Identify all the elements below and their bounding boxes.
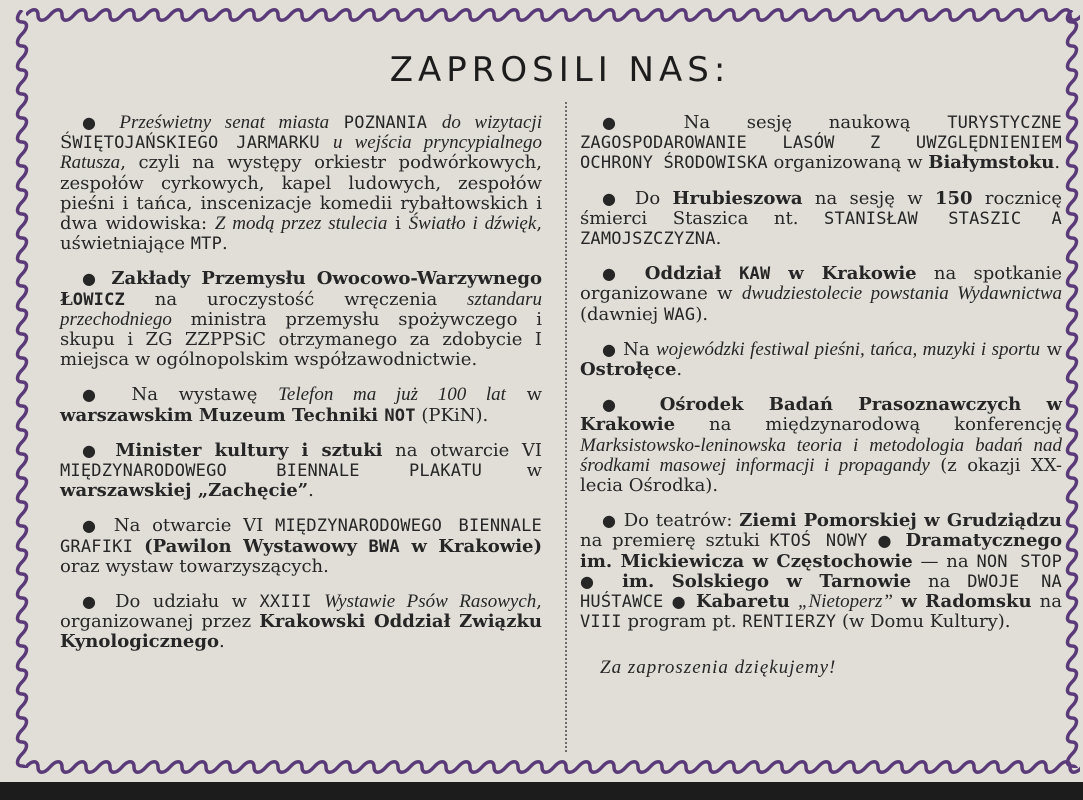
announcement-wystawa-psow: ● Do udziału w XXIII Wystawie Psów Rasowych, organizowanej przez Krakowski Oddział Związku Kynologicznego.	[60, 591, 542, 653]
wavy-line	[1068, 10, 1077, 768]
wavy-line	[26, 10, 1080, 21]
right-ornamental-border	[1064, 10, 1080, 768]
bottom-edge-bar	[0, 782, 1083, 800]
left-ornamental-border	[14, 10, 30, 768]
announcement-ostroleka: ● Na wojewódzki festiwal pieśni, tańca, muzyki i sportu w Ostrołęce.	[580, 338, 1062, 381]
wavy-line	[26, 762, 1080, 773]
left-column	[60, 113, 542, 668]
closing-thanks: Za zaproszenia dziękujemy!	[600, 657, 837, 679]
announcement-osrodek-badan: ● Ośrodek Badań Prasoznawczych w Krakowie na międzynarodową konferencję Marksistowsko-leninowska teoria i metodologia badań nad środkami masowej informacji i propagandy (z okazji XX-lecia Ośrodka).	[580, 394, 1062, 497]
announcement-poznan: ● Prześwietny senat miasta POZNANIA do wizytacji ŚWIĘTOJAŃSKIEGO JARMARKU u wejścia pryncypialnego Ratusza, czyli na występy orkiestr podwórkowych, zespołów cyrkowych, kapel ludowych, zespołów pieśni i tańca, inscenizacje komedii rybałtowskich i dwa widowiska: Z modą przez stulecia i Światło i dźwięk, uświetniające MTP.	[60, 112, 543, 255]
announcement-biennale-grafiki: ● Na otwarcie VI MIĘDZYNARODOWEGO BIENNALE GRAFIKI (Pawilon Wystawowy BWA w Krakowie) oraz wystaw towarzyszących.	[60, 515, 542, 577]
top-ornamental-border	[26, 4, 1080, 26]
announcement-kaw: ● Oddział KAW w Krakowie na spotkanie organizowane w dwudziestolecie powstania Wydawnictwa (dawniej WAG).	[580, 263, 1062, 325]
announcement-hrubieszow: ● Do Hrubieszowa na sesję w 150 rocznicę śmierci Staszica nt. STANISŁAW STASZIC A ZAMOJSZCZYZNA.	[580, 187, 1063, 250]
bottom-ornamental-border	[26, 756, 1080, 778]
announcement-telefon: ● Na wystawę Telefon ma już 100 lat w warszawskim Muzeum Techniki NOT (PKiN).	[60, 384, 542, 426]
right-column	[580, 113, 1062, 698]
announcement-lowicz: ● Zakłady Przemysłu Owocowo-Warzywnego ŁOWICZ na uroczystość wręczenia sztandaru przechodniego ministra przemysłu spożywczego i skupu i ZG ZZPPSiC otrzymanego za zdobycie I miejsca w ogólnopolskim współzawodnictwie.	[60, 268, 542, 371]
announcement-sesja-lasow: ● Na sesję naukową TURYSTYCZNE ZAGOSPODAROWANIE LASÓW Z UWZGLĘDNIENIEM OCHRONY ŚRODOWISKA organizowaną w Białymstoku.	[580, 112, 1062, 174]
wavy-line	[18, 10, 27, 768]
announcement-biennale-plakatu: ● Minister kultury i sztuki na otwarcie VI MIĘDZYNARODOWEGO BIENNALE PLAKATU w warszawskiej „Zachęcie”.	[60, 439, 542, 502]
page-title: ZAPROSILI NAS:	[389, 50, 731, 90]
column-divider	[565, 102, 567, 752]
announcement-teatry: ● Do teatrów: Ziemi Pomorskiej w Grudziądzu na premierę sztuki KTOŚ NOWY ● Dramatycznego im. Mickiewicza w Częstochowie — na NON STOP ● im. Solskiego w Tarnowie na DWOJE NA HUŚTAWCE ● Kabaretu „Nietoperz” w Radomsku na VIII program pt. RENTIERZY (w Domu Kultury).	[580, 510, 1063, 633]
